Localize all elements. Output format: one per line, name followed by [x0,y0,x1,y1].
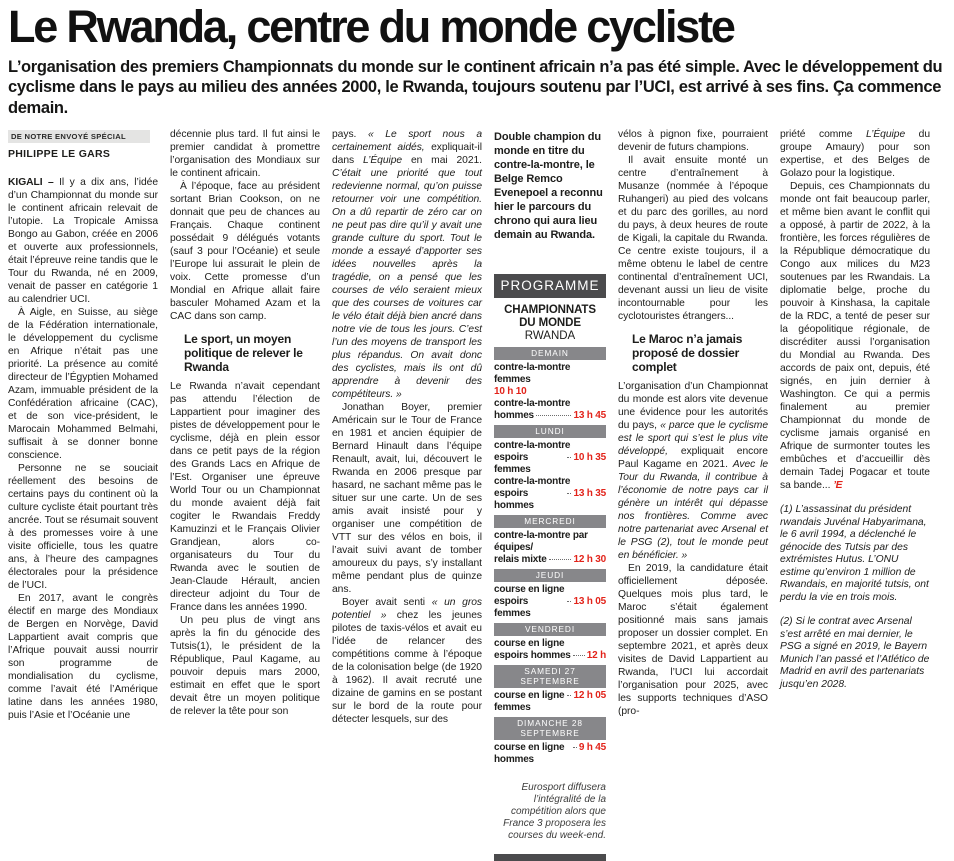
column-5 [618,128,768,717]
lequipe-endmark-icon: ’E [833,480,842,492]
paragraph: Jonathan Boyer, premier Américain sur le Tour de France en 1981 et ancien équipier de Bernard Hinault dans l’équipe Renault, avait, lui, découvert le Rwanda en 2006 presque par hasard, ne sachant même pas le situer sur une carte. Un de ses amis avait insisté pour y organiser une compétition de VTT sur des vélos en bois, il l’avait suivi avant de tomber amoureux du pays, s’y installant même pendant plus de quinze ans. [332,402,482,596]
dot-leader [573,747,577,748]
programme-event: course en ligne femmes 12 h 05 [494,690,606,714]
paragraph: Boyer avait senti « un gros potentiel » chez les jeunes pilotes de taxis-vélos et avait eu l’idée de relancer des compétitions comme à l’époque de la colonisation belge (de 1920 à 1962). Il avait recruté une dizaine de gamins en se postant sur le bord de la route pour détecter lesquels, sur des [332,597,483,726]
paragraph: À l’époque, face au président sortant Brian Cookson, on ne donnait que peu de chances au Français. Chaque continent possédait 9 délégués votants (sauf 3 pour l’Océanie) et seule l’Europe lui assurait le plein de voix. Cette promesse d’un Mondial en Afrique allait faire basculer Mohamed Azam et la CAC dans son camp. [170,181,320,323]
standfirst: L’organisation des premiers Championnats du monde sur le continent africain n’a pas été simple. Avec le développement du cyclisme dans le pays au milieu des années 2000, le Rwanda, toujours soutenu par l’UCI, est arrivé à ses fins. Ça commence demain. [8,57,943,117]
day-band: SAMEDI 27 SEPTEMBRE [494,665,606,688]
programme-event: course en ligne espoirs femmes 13 h 05 [494,584,606,620]
dot-leader [549,559,572,560]
column-2 [170,128,320,717]
tv-broadcast-note: Eurosport diffusera l’intégralité de la compétition alors que France 3 proposera les courses du week-end. [503,782,606,842]
paragraph-quote: pays. « Le sport nous a certainement aidés, expliquait-il dans L’Équipe en mai 2021. C’était une priorité que tout redevienne normal, qu’on puisse retourner voir une compétition. On a dû repartir de zéro car on ne peut pas dire qu’il y avait une grande culture du sport. Tout le monde a essayé d’apporter ses idées nouvelles après la tragédie, on a pensé que les courses de vélo seraient mieux que des courses de voitures car le vélo était déjà bien ancré dans notre vie de tous les jours. C’est l’un des moyens de transport les plus répandus. On avait donc des cyclistes, mais ils ont dû apprendre à devenir des compétiteurs. » [332,129,482,401]
programme-event: course en ligne espoirs hommes 12 h [494,638,606,662]
column-3 [332,128,482,726]
section-subhead: Le Maroc n’a jamais proposé de dossier complet [632,332,743,374]
paragraph: Personne ne se souciait réellement des besoins de certains pays du continent où la culture cycliste était pourtant très ancrée. Tout se résumait souvent à des promesses voire à une visite officielle, tous les quatre ans, à l’heure des campagnes électorales pour la présidence de l’UCI. [8,463,158,592]
programme-subtitle: RWANDA [524,330,576,343]
programme-event: contre-la-montre espoirs femmes 10 h 35 [494,440,606,476]
article-columns [8,128,946,861]
programme-event: contre-la-montre hommes 13 h 45 [494,398,606,422]
day-band: VENDREDI [494,623,606,636]
footnote-1: (1) L’assassinat du président rwandais Juvénal Habyarimana, le 6 avril 1994, a déclenché le génocide des Tutsis par des extrémistes Hutus. L’ONU estime qu’environ 1 million de Rwandais, en majorité tutsis, ont perdu la vie en trois mois. [780,504,929,603]
day-band: DEMAIN [494,347,606,360]
byline-author: PHILIPPE LE GARS [8,148,111,161]
paragraph: Il avait ensuite monté un centre d’entraînement à Musanze (nommée à l’époque Ruhangeri) au pied des volcans et du parc des gorilles, au nord du pays, à deux heures de route de Kigali, la capitale du Rwanda. Ce centre existe toujours, il a même obtenu le label de centre continental d’entraînement UCI, devenant aussi un lieu de visite incontournable pour les cyclotouristes étrangers... [618,155,768,323]
programme-event: contre-la-montre par équipes/ relais mixte 12 h 30 [494,530,606,566]
paragraph: KIGALI – Il y a dix ans, l’idée d’un Championnat du monde sur le continent africain relevait de l’utopie. La Tropicale Amissa Bongo au Gabon, créée en 2006 et ouverte aux professionnels, était l’épreuve reine tandis que le Tour du Rwanda, né en 2009, venait de passer en catégorie 1 au calendrier UCI. [8,177,158,306]
paragraph: Depuis, ces Championnats du monde ont fait beaucoup parler, et même bien avant le conflit qui a opposé, à partir de 2022, à la frontière, les forces régulières de la République démocratique du Congo aux milices du M23 soutenues par les Rwandais. La diplomatie belge, proche du pouvoir à Kinshasa, la capitale de la RDC, a tenté de peser sur la géopolitique régionale, de discréditer aussi l’organisation du Mondial au Rwanda. Des accords de paix ont, depuis, été signés, en juin dernier à Washington. Ce qui a permis finalement au premier Championnat du monde de cyclisme jamais organisé en Afrique de surmonter toutes les embûches et d’accueillir dès demain Tadej Pogacar et toute sa bande... ’E [780,181,930,492]
paragraph: vélos à pignon fixe, pourraient devenir de futurs champions. [618,129,768,154]
page-title: Le Rwanda, centre du monde cycliste [8,1,734,52]
dot-leader [567,695,571,696]
programme-event: contre-la-montre femmes 10 h 10 [494,362,571,398]
dot-leader [536,415,572,416]
paragraph: En 2019, la candidature était officiellement déposée. Quelques mois plus tard, le Maroc s’était également positionné mais sans jamais proposer un dossier complet. En septembre 2021, et après deux visites de David Lappartient au Rwanda, l’UCI lui accordait l’organisation pour 2025, avec les supports techniques d’ASO (pro- [618,562,768,717]
programme-header: PROGRAMME [494,274,606,298]
paragraph: décennie plus tard. Il fut ainsi le premier candidat à promettre l’organisation des Mondiaux sur le continent africain. [170,129,320,180]
dot-leader [573,655,585,656]
programme-event: course en ligne hommes 9 h 45 [494,742,606,766]
paragraph: Le Rwanda n’avait cependant pas attendu l’élection de Lappartient pour imaginer des pistes de développement pour le cyclisme, déjà en plein essor dans ce petit pays de la région des Grands Lacs en Afrique de l’Est. Organiser une épreuve World Tour ou un Championnat du monde avaient déjà fait cogiter le Rwandais Freddy Kamuzinzi et le Français Olivier Grandjean, alors co-organisateurs du Tour du Rwanda avec le soutien de Jean-Claude Hérault, ancien directeur adjoint du Tour de France dans les années 1990. [170,380,320,613]
paragraph-quote: L’organisation d’un Championnat du monde est alors vite devenue une évidence pour les autorités du pays, « parce que le cyclisme est le sport qui s’est le plus vite développé, expliquait encore Paul Kagame en 2021. Avec le Tour du Rwanda, il contribue à l’économie de notre pays car il génère un intérêt qui dépasse nos frontières. Comme avec notre partenariat avec Arsenal et le PSG (2), tout le monde peut en bénéficier. » [618,380,769,561]
day-band: JEUDI [494,569,606,582]
column-6 [780,128,930,701]
programme-sidebar [494,128,606,861]
programme-title: CHAMPIONNATS DU MONDE [504,304,596,330]
paragraph: En 2017, avant le congrès électif en marge des Mondiaux de Bergen en Norvège, David Lappartient avait compris que l’Afrique pouvait aussi nourrir son programme de mondialisation du cyclisme, comme l’avait été l’Amérique latine dans les années 1980, puis l’Asie et l’Océanie une [8,593,158,722]
sidebar-intro: Double champion du monde en titre du contre-la-montre, le Belge Remco Evenepoel a reconnu hier le parcours du chrono qui aura lieu demain au Rwanda. [494,131,603,242]
day-band: MERCREDI [494,515,606,528]
day-band: DIMANCHE 28 SEPTEMBRE [494,717,606,740]
paragraph: priété comme L’Équipe du groupe Amaury) pour son expertise, et des Belges de Golazo pour la logistique. [780,129,931,180]
dot-leader [567,457,571,458]
dot-leader [567,493,571,494]
column-1 [8,128,158,722]
footnote-2: (2) Si le contrat avec Arsenal s’est arrêté en mai dernier, le PSG a signé en 2019, le Bayern Munich l’an passé et l’Atlético de Madrid en avril des partenariats jusqu’en 2028. [780,616,930,690]
day-band: LUNDI [494,425,606,438]
section-subhead: Le sport, un moyen politique de relever le Rwanda [184,332,303,374]
paragraph: Un peu plus de vingt ans après la fin du génocide des Tutsis(1), le président de la République, Paul Kagame, au pouvoir depuis mars 2000, estimait en effet que le sport devait être un moyen politique de relever la tête pour son [170,614,320,717]
dateline: KIGALI – [8,177,54,189]
dot-leader [567,601,571,602]
programme-event: contre-la-montre espoirs hommes 13 h 35 [494,476,606,512]
kicker: DE NOTRE ENVOYÉ SPÉCIAL [8,130,150,143]
programme-bottom-rule [494,854,606,861]
paragraph: À Aigle, en Suisse, au siège de la Fédération internationale, le développement du cyclisme en Afrique n’était pas une priorité. La présence au comité directeur de l’Égyptien Mohamed Azam, immuable président de la Confédération africaine (CAC), et de son vice-président, le Marocain Mohammed Belmahi, suffisait à se donner bonne conscience. [8,307,158,462]
